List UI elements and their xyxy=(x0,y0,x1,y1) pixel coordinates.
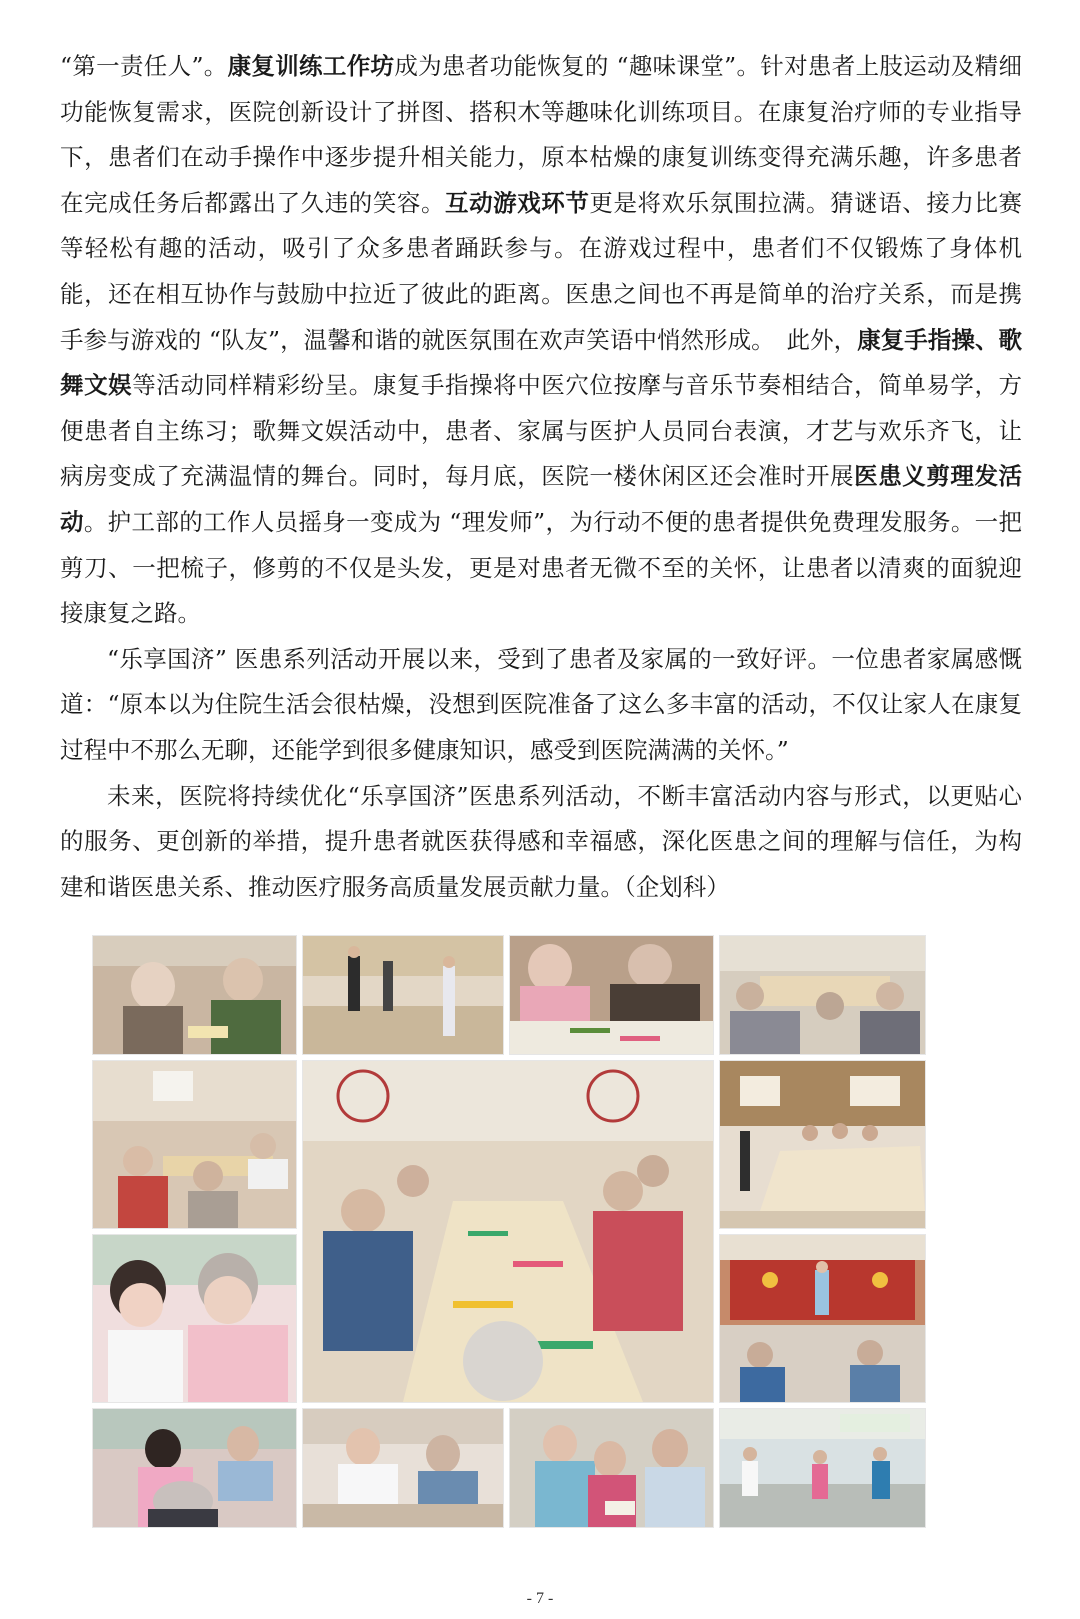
photo-image xyxy=(93,1235,296,1402)
photo-image xyxy=(303,1061,713,1402)
highlight-finger-exercise-dance: 康复手指操、歌舞文娱 xyxy=(60,325,1023,400)
photo-image xyxy=(720,936,925,1054)
photo-image xyxy=(720,1061,925,1228)
photo-collage xyxy=(92,935,960,1560)
photo-image xyxy=(720,1235,925,1402)
photo-image xyxy=(720,1409,925,1527)
text-run: 等活动同样精彩纷呈。康复手指操将中医穴位按摩与音乐节奏相结合，简单易学，方便患者自主练习；歌舞文娱活动中，患者、家属与医护人员同台表演，才艺与欢乐齐飞，让病房变成了充满温情的舞台。同时，每月底，医院一楼休闲区还会准时开展 xyxy=(60,371,1023,491)
photo-image xyxy=(510,1409,713,1527)
photo-nurse-chat xyxy=(302,1408,504,1528)
article-paragraph-2: “乐享国济” 医患系列活动开展以来，受到了患者及家属的一致好评。一位患者家属感慨道：“原本以为住院生活会很枯燥，没想到医院准备了这么多丰富的活动，不仅让家人在康复过程中不那么无聊，还能学到很多健康知识，感受到医院满满的关怀。” xyxy=(60,644,1022,764)
photo-image xyxy=(93,1409,296,1527)
photo-haircut xyxy=(92,1408,297,1528)
photo-exercise-hall xyxy=(719,1408,926,1528)
photo-card-game xyxy=(509,1408,714,1528)
photo-image xyxy=(510,936,713,1054)
photo-image xyxy=(303,936,503,1054)
photo-nurse-guidance xyxy=(92,1234,297,1403)
article-paragraph-1 xyxy=(60,44,1022,637)
text-run: 成为患者功能恢复的 “趣味课堂”。针对患者上肢运动及精细功能恢复需求，医院创新设计了拼图、搭积木等趣味化训练项目。在康复治疗师的专业指导下，患者们在动手操作中逐步提升相关能力，原本枯燥的康复训练变得充满乐趣，许多患者在完成任务后都露出了久违的笑容。 xyxy=(60,52,1022,217)
text-run: 更是将欢乐氛围拉满。猜谜语、接力比赛等轻松有趣的活动，吸引了众多患者踊跃参与。在游戏过程中，患者们不仅锻炼了身体机能，还在相互协作与鼓励中拉近了彼此的距离。医患之间也不再是简单的治疗关系，而是携手参与游戏的 “队友”，温馨和谐的就医氛围在欢声笑语中悄然形成。 此外， xyxy=(60,188,1023,354)
photo-image xyxy=(93,936,296,1054)
highlight-free-haircut: 医患义剪理发活动 xyxy=(60,462,1023,536)
photo-blocks-table xyxy=(509,935,714,1055)
text-run: 。护工部的工作人员摇身一变成为 “理发师”，为行动不便的患者提供免费理发服务。一把剪刀、一把梳子，修剪的不仅是头发，更是对患者无微不至的关怀，让患者以清爽的面貌迎接康复之路。 xyxy=(60,507,1022,628)
page-number: - 7 - xyxy=(526,1590,554,1607)
photo-image xyxy=(93,1061,296,1228)
highlight-rehab-workshop: 康复训练工作坊 xyxy=(227,52,395,80)
text-run: “第一责任人”。 xyxy=(60,52,228,80)
photo-dance-hall xyxy=(302,935,504,1055)
photo-stage-performance xyxy=(719,1234,926,1403)
article-body xyxy=(60,44,1022,910)
photo-image xyxy=(303,1409,503,1527)
photo-clapping-group xyxy=(92,1060,297,1229)
photo-long-table-game xyxy=(302,1060,714,1403)
article-paragraph-3: 未来，医院将持续优化“乐享国济”医患系列活动，不断丰富活动内容与形式，以更贴心的服务、更创新的举措，提升患者就医获得感和幸福感，深化医患之间的理解与信任，为构建和谐医患关系、推动医疗服务高质量发展贡献力量。（企划科） xyxy=(60,781,1022,901)
photo-patient-training xyxy=(92,935,297,1055)
photo-ward-table xyxy=(719,935,926,1055)
highlight-interactive-games: 互动游戏环节 xyxy=(445,188,590,217)
photo-dining-room xyxy=(719,1060,926,1229)
